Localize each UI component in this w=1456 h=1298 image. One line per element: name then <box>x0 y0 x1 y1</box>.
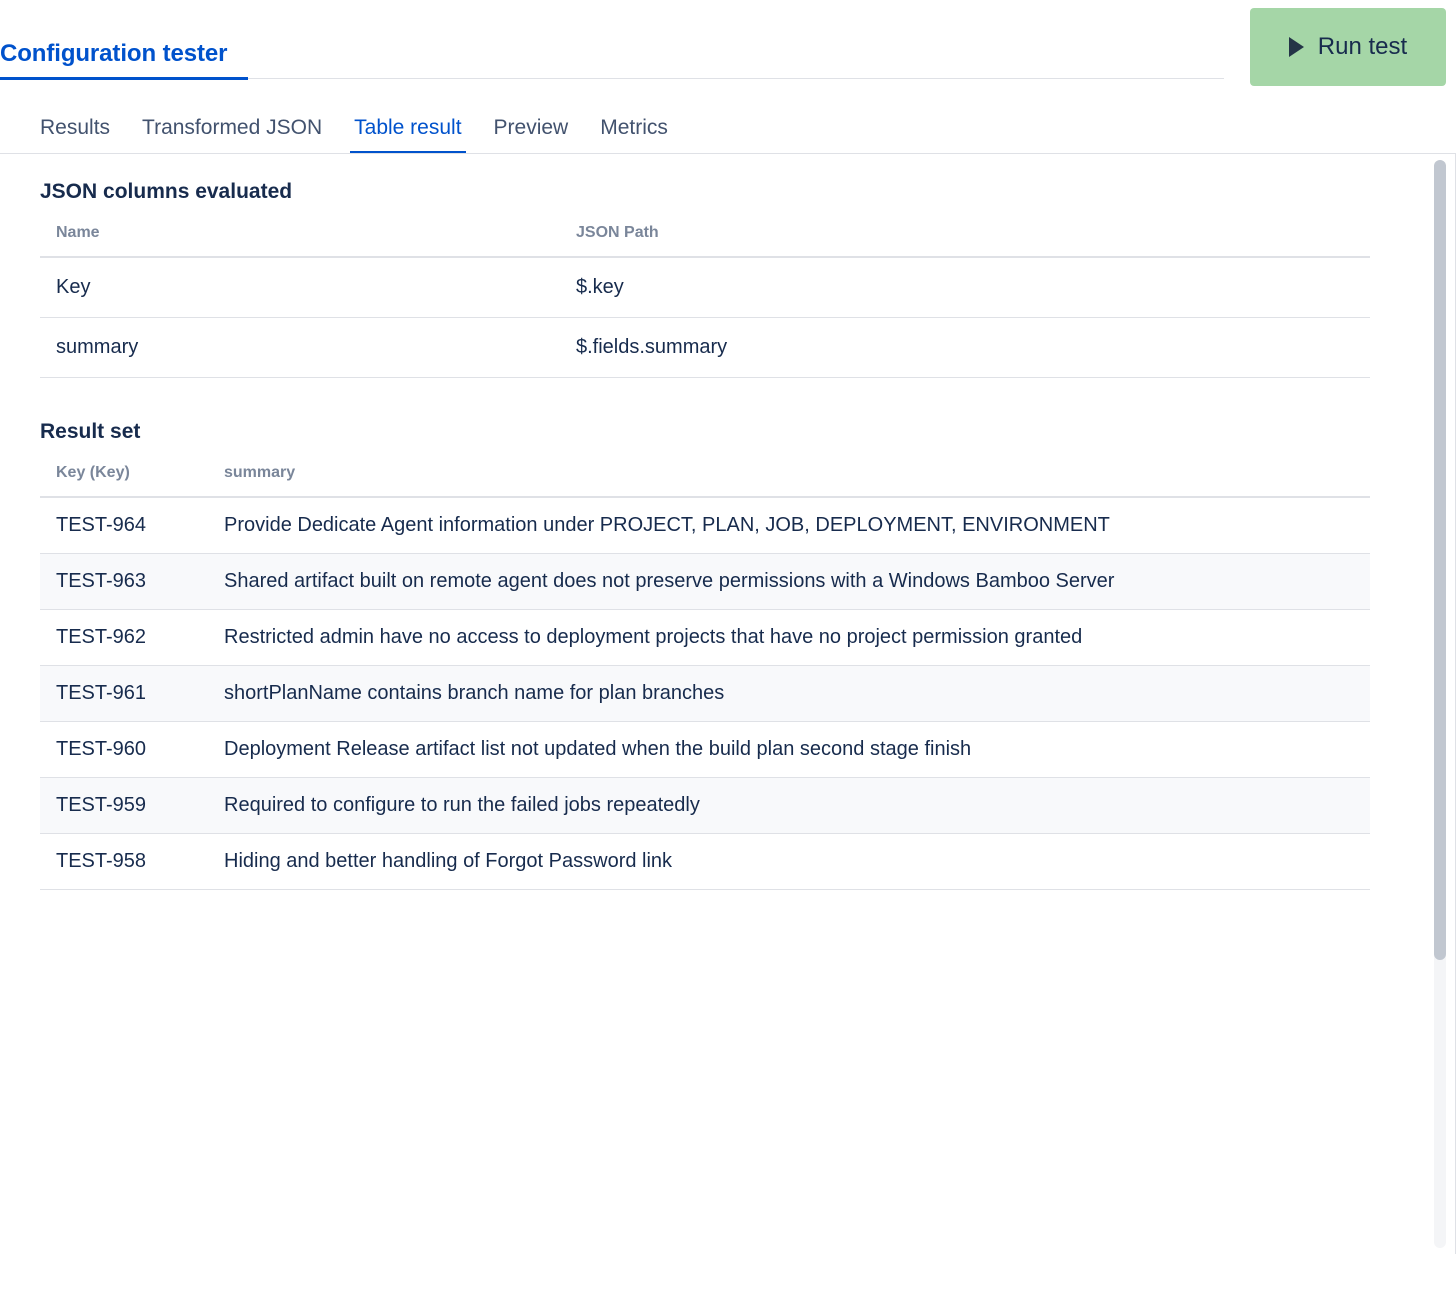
cell-summary: shortPlanName contains branch name for plan branches <box>208 666 1370 722</box>
page-title-underline <box>0 77 248 80</box>
cell-key: TEST-964 <box>40 497 208 554</box>
table-row <box>40 666 1370 722</box>
scrollbar-thumb[interactable] <box>1434 160 1446 960</box>
cell-name: Key <box>40 257 560 318</box>
cell-summary: Hiding and better handling of Forgot Password link <box>208 834 1370 890</box>
cell-summary: Shared artifact built on remote agent does not preserve permissions with a Windows Bamboo Server <box>208 554 1370 610</box>
result-set-heading: Result set <box>40 420 141 443</box>
table-row <box>40 722 1370 778</box>
play-icon <box>1289 37 1304 57</box>
cell-key: TEST-961 <box>40 666 208 722</box>
table-row <box>40 318 1370 378</box>
column-header-name: Name <box>40 218 560 257</box>
column-header-json-path: JSON Path <box>560 218 1370 257</box>
tab-results[interactable]: Results <box>40 116 111 139</box>
column-header-summary: summary <box>208 458 1370 497</box>
cell-key: TEST-958 <box>40 834 208 890</box>
cell-summary: Provide Dedicate Agent information under PROJECT, PLAN, JOB, DEPLOYMENT, ENVIRONMENT <box>208 497 1370 554</box>
table-result-panel <box>0 154 1456 1254</box>
cell-key: TEST-962 <box>40 610 208 666</box>
run-test-button[interactable] <box>1250 8 1446 86</box>
panel-content <box>0 154 1456 890</box>
cell-summary: Restricted admin have no access to deployment projects that have no project permission granted <box>208 610 1370 666</box>
tab-table-result[interactable]: Table result <box>338 116 477 154</box>
result-set-table <box>40 458 1370 890</box>
cell-summary: Deployment Release artifact list not updated when the build plan second stage finish <box>208 722 1370 778</box>
tab-transformed-json[interactable]: Transformed JSON <box>142 116 323 139</box>
tab-preview[interactable]: Preview <box>493 116 569 139</box>
cell-json-path: $.fields.summary <box>560 318 1370 378</box>
page-title: Configuration tester <box>0 40 228 67</box>
cell-json-path: $.key <box>560 257 1370 318</box>
column-header-key: Key (Key) <box>40 458 208 497</box>
page-header <box>0 0 1456 92</box>
json-columns-heading: JSON columns evaluated <box>40 180 293 203</box>
run-test-label: Run test <box>1317 33 1408 60</box>
cell-key: TEST-963 <box>40 554 208 610</box>
table-row <box>40 257 1370 318</box>
cell-name: summary <box>40 318 560 378</box>
cell-summary: Required to configure to run the failed jobs repeatedly <box>208 778 1370 834</box>
cell-key: TEST-960 <box>40 722 208 778</box>
table-header-row <box>40 218 1370 257</box>
tab-bar <box>0 92 1456 154</box>
table-row <box>40 834 1370 890</box>
table-row <box>40 610 1370 666</box>
tab-metrics[interactable]: Metrics <box>600 116 668 139</box>
json-columns-table <box>40 218 1370 378</box>
table-row <box>40 778 1370 834</box>
table-row <box>40 497 1370 554</box>
table-row <box>40 554 1370 610</box>
cell-key: TEST-959 <box>40 778 208 834</box>
table-header-row <box>40 458 1370 497</box>
